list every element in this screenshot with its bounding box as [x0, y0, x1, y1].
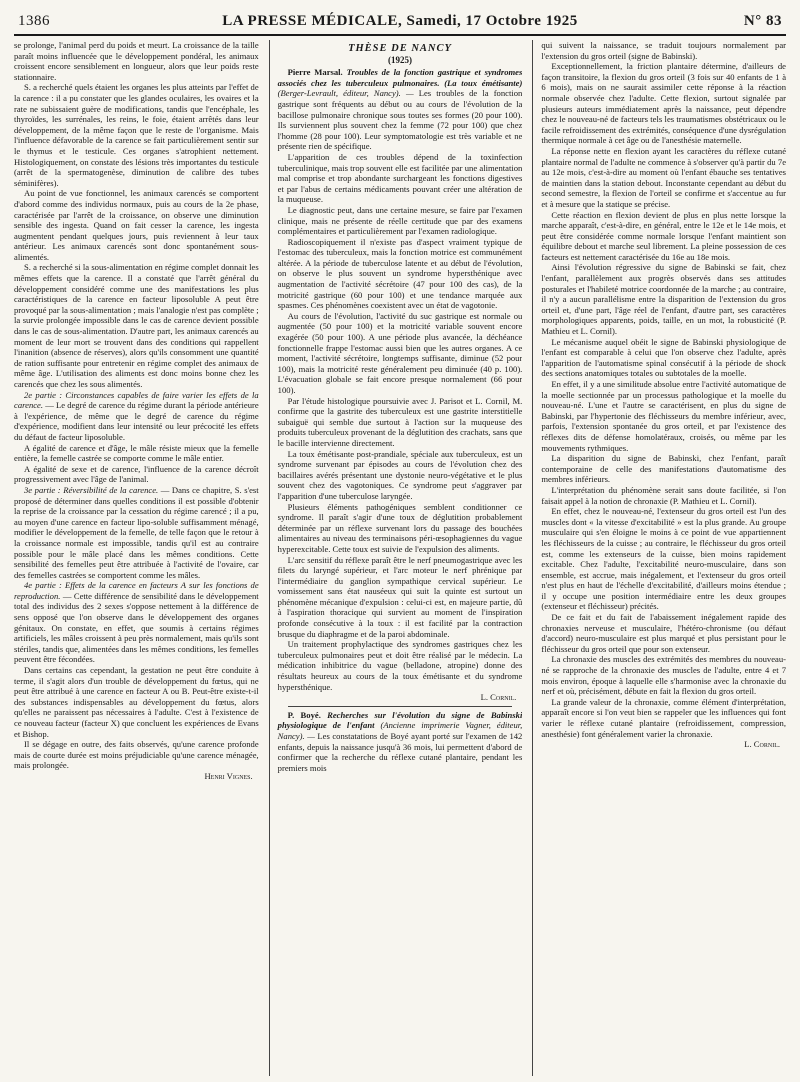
paragraph: L'arc sensitif du réflexe paraît être le nerf pneumogastrique avec les filets du laryngé supérieur, et l'arc moteur le nerf phrénique par l'intermédiaire du ganglion sympathique cervical supérieur. Le vomissement sans état nauséeux qui suit la quinte est surtout un phénomène mécanique d'expulsion : celui-ci est, en majeure partie, dû à l'aspiration thoracique qui survient au moment de l'inspiration profonde consécutive à la toux : il est facilité par la contraction brusque du diaphragme et de la paroi abdominale. [277, 554, 523, 639]
signature: Henri Vignes. [204, 770, 253, 781]
paragraph: Par l'étude histologique poursuivie avec J. Parisot et L. Cornil, M. confirme que la gastrite des tuberculeux est une gastrite interstitielle subaiguë qui semble due surtout à l'action sur la muqueuse des produits tuberculeux provenant de la déglutition des crachats, sans que le bacille intervienne directement. [277, 395, 523, 448]
paragraph: Le mécanisme auquel obéit le signe de Babinski physiologique de l'enfant est comparable à celui que l'on observe chez l'adulte, après l'apparition de l'automatisme spinal consécutif à la période de shock des sections anatomiques totales ou subtotales de la moelle. [541, 336, 787, 379]
paragraph: Le diagnostic peut, dans une certaine mesure, se faire par l'examen clinique, mais ne présente de réelle certitude que par des examens complémentaires et particulièrement par l'examen radiologique. [277, 204, 523, 237]
column-left [14, 40, 259, 1076]
paragraph: Au cours de l'évolution, l'activité du suc gastrique est normale ou augmentée (50 pour 100) et la motricité variable souvent encore exagérée (50 pour 100). A une période plus avancée, la déchéance fonctionnelle frappe l'estomac aussi bien que les autres organes. A ce moment, l'activité sécrétoire, longtemps suffisante, diminue (52 pour 100), mais la motricité reste généralement peu diminuée (40 p. 100). L'évacuation globale se fait encore presque normalement (66 pour 100). [277, 310, 523, 395]
paragraph: A égalité de carence et d'âge, le mâle résiste mieux que la femelle entière, la femelle castrée se comporte comme le mâle entier. [14, 442, 259, 464]
review-book-title: Recherches sur l'évolution du signe de Babinski physiologique de l'enfant [277, 709, 523, 731]
journal-title: LA PRESSE MÉDICALE, Samedi, 17 Octobre 1925 [222, 13, 578, 29]
paragraph: Ainsi l'évolution régressive du signe de Babinski se fait, chez l'enfant, parallèlement aux progrès observés dans ses attitudes posturales et l'habileté motrice coordonnée de la marche ; au contraire, il n'y a aucun parallélisme entre la disparition de l'extension du gros orteil et, d'une part, l'âge réel de l'enfant, d'autre part, ses caractères morphologiques apparents, poids, taille, en un mot, la robusticité (P. Mathieu et L. Cornil). [541, 262, 787, 337]
page-header [14, 4, 786, 36]
review-book-title: Troubles de la fonction gastrique et syndromes associés chez les tuberculeux pulmonaires. (La toux émétisante) [277, 67, 523, 88]
part-heading: 3e partie : Réversibilité de la carence. [24, 484, 159, 495]
paragraph-text: — Le degré de carence du régime durant la période antérieure à l'expérience, de même que le degré de carence du régime d'expérience, modifient dans leur intensité ou leur précocité les effets du défaut de facteur liposoluble. [14, 400, 259, 442]
review-header [278, 710, 523, 774]
divider [288, 706, 513, 707]
section-title: THÈSE DE NANCY [348, 43, 452, 54]
review-header [278, 67, 523, 152]
paragraph: se prolonge, l'animal perd du poids et meurt. La croissance de la taille paraît moins influencée que le développement pondéral, les animaux croissent encore sensiblement en longueur, alors que leur poids reste stationnaire. [14, 40, 259, 82]
review-publisher: (Berger-Levrault, éditeur, Nancy). — [277, 88, 414, 99]
paragraph: Exceptionnellement, la friction plantaire détermine, d'ailleurs de façon transitoire, la flexion du gros orteil (3 fois sur 40 enfants de 1 à 6 mois), mais on ne saurait assimiler cette réponse à la réaction normale observée chez l'adulte. Cette flexion, surtout signalée par plusieurs auteurs immédiatement après la naissance, peut dépendre chez le nouveau-né de facteurs tels les traumatismes obstétricaux ou le facile refroidissement des extrémités, conséquence d'une dysrégulation thermique normale à cet âge ou de l'anesthésie maternelle. [541, 61, 787, 146]
paragraph: En effet, il y a une similitude absolue entre l'activité automatique de la moelle sectionnée par un processus pathologique et la moelle du nouveau-né. L'une et l'autre se caractérisent, en plus du signe de Babinski, par l'hypertonie des fléchisseurs du membre inférieur, avec, parfois, l'extension spontanée du gros orteil, et par l'existence des réflexes dits de défense homolatéraux, croisés, ou même par les mouvements rythmiques. [541, 379, 787, 453]
paragraph: La réponse nette en flexion ayant les caractères du réflexe cutané plantaire normal de l'adulte ne commence à s'observer qu'à partir du 7e au 12e mois, c'est-à-dire au moment où l'enfant ébauche ses tentatives de maintien dans la station debout. Inconstante cependant au début du second semestre, la flexion de l'orteil se confirme et s'accentue au fur et à mesure que la statique se précise. [541, 145, 787, 209]
column-middle [269, 40, 523, 1076]
paragraph: L'interprétation du phénomène serait sans doute facilitée, si l'on faisait appel à la notion de chronaxie (P. Mathieu et L. Cornil). [541, 484, 787, 506]
column-right [532, 40, 786, 1076]
paragraph: A égalité de sexe et de carence, l'influence de la carence décroît progressivement avec l'âge de l'animal. [14, 463, 259, 485]
page-number: 1386 [18, 13, 50, 29]
paragraph: La disparition du signe de Babinski, chez l'enfant, paraît contemporaine de celle des manifestations d'automatisme des membres inférieurs. [541, 453, 787, 485]
review-author: Pierre Marsal. [287, 67, 343, 78]
paragraph: La chronaxie des muscles des extrémités des membres du nouveau-né se rapproche de la chronaxie des muscles de l'adulte, entre 4 et 7 mois environ, époque à laquelle elle s'harmonise avec la chronaxie du nerf et où, précisément, débute en fait la flexion du gros orteil. [541, 654, 787, 697]
issue-number: N° 83 [743, 13, 782, 29]
signature: L. Cornil. [480, 692, 517, 703]
paragraph: La toux émétisante post-prandiale, spéciale aux tuberculeux, est un syndrome survenant par épisodes au cours de l'évolution chez des bacillaires avérés présentant une dystonie neuro-végétative et le plus souvent chez des vagotoniques. Ce syndrome peut s'aggraver par l'apparition d'une tuberculose laryngée. [277, 448, 523, 501]
paragraph-text: Les troubles de la fonction gastrique sont fréquents au début ou au cours de l'évolution de la bacillose pulmonaire chronique sous toutes ses formes (20 pour 100). Ils surviennent plus souvent chez la femme (72 pour 100) que chez l'homme (28 pour 100). Leur symptomatologie est très variable et ne présente rien de spécifique. [277, 88, 523, 152]
paragraph: Un traitement prophylactique des syndromes gastriques chez les tuberculeux pulmonaires peut et doit être réalisé par le médecin. La médication inhibitrice du vague (belladone, atropine) donne des résultats heureux au cours de la toux émétisante et du syndrome hypersthénique. [277, 639, 523, 692]
paragraph: De ce fait et du fait de l'abaissement inégalement rapide des chronaxies nerveuse et musculaire, l'hétéro-chronisme (ou défaut d'accord) neuro-musculaire est plus marqué et plus persistant pour le fléchisseur du gros orteil que pour son extenseur. [541, 612, 787, 654]
paragraph [14, 390, 259, 443]
paragraph: S. a recherché quels étaient les organes les plus atteints par l'effet de la carence : il a pu constater que les glandes oculaires, les ovaires et la rate ne subissaient guère de modifications, tandis que l'encéphale, les thyroïdes, les surrénales, les reins, le foie, étaient arrêtés dans leur développement, de la même façon que le reste de l'organisme. Mais l'influence défavorable de la carence se fait particulièrement sentir sur le thymus et le testicule. Ces organes s'atrophient nettement. Histologiquement, on constate des lésions très importantes du testicule (arrêt de la spermatogenèse, diminution de calibre des tubes séminifères). [14, 82, 259, 188]
paragraph-text: Les constatations de Boyé ayant porté sur l'examen de 142 enfants, depuis la naissance jusqu'à 36 mois, lui permettent d'abord de confirmer que la recherche du réflexe cutané plantaire, pendant les premiers mois [277, 731, 523, 773]
paragraph [14, 580, 259, 665]
paragraph: Au point de vue fonctionnel, les animaux carencés se comportent d'abord comme des individus normaux, puis au cours de la 2e phase, caractérisée par l'arrêt de la croissance, on observe une diminution sensible des ingesta. Quand on fait cesser la carence, les ingesta augmentent pendant quelques jours, puis reviennent à leur taux antérieur. Les animaux carencés sont donc spontanément sous-alimentés. [14, 188, 259, 262]
paragraph: En effet, chez le nouveau-né, l'extenseur du gros orteil est l'un des muscles dont « la vitesse d'excitabilité » est la plus grande. Au groupe musculaire qui s'en éloigne le moins à ce point de vue appartiennent les fléchisseurs de la cuisse ; au contraire, le fléchisseur du gros orteil est, comme les extenseurs de la cuisse, bien moins rapidement excitable. Chez l'adulte, l'excitabilité neuro-musculaire, dans son ensemble, est accrue, mais inégalement, et l'extenseur du gros orteil n'est plus en haut de l'échelle d'excitabilité, d'ailleurs moins étendue ; il y occupe une position intermédiaire entre les deux groupes (extenseur et fléchisseur) précités. [541, 506, 787, 612]
review-author: P. Boyé. [287, 709, 321, 720]
paragraph: qui suivent la naissance, se traduit toujours normalement par l'extension du gros orteil (signe de Babinski). [541, 40, 787, 61]
paragraph: Cette réaction en flexion devient de plus en plus nette lorsque la marche apparaît, c'est-à-dire, en général, entre le 12e et le 14e mois, et peut être considérée comme normale lorsque l'enfant maintient son équilibre debout et marche seul librement. La pleine possession de ces facteurs est nettement caractérisée du 16e au 18e mois. [541, 209, 787, 262]
paragraph: L'apparition de ces troubles dépend de la toxinfection tuberculinique, mais trop souvent elle est facilitée par une alimentation mal comprise et trop abondante surchargeant les fonctions digestives et par l'abus de certains médicaments pouvant créer une altération de la muqueuse. [277, 151, 523, 205]
part-heading: 4e partie : Effets de la carence en facteurs A sur les fonctions de reproduction. [14, 580, 259, 601]
paragraph-text: — Dans ce chapitre, S. s'est proposé de déterminer dans quelles conditions il est possible d'obtenir la reprise de la croissance par la cessation du régime carencé ; il a pu, au moyen d'une carence en facteur lipo-soluble suffisamment ménagé, modifier le développement de la femelle, de telle façon que le retour à la croissance normale est impossible, tandis qu'il est au contraire possible pour le mâle placé dans les mêmes conditions. Cette sensibilité des femelles peut être attribuée à l'activité de l'ovaire, car des femelles castrées se comportent comme les mâles. [14, 484, 259, 580]
section-year: (1925) [388, 54, 412, 65]
review-publisher: (Ancienne imprimerie Vagner, éditeur, Nancy). — [277, 720, 523, 741]
paragraph: Radioscopiquement il n'existe pas d'aspect vraiment typique de l'estomac des tuberculeux, mais la fonction motrice est communément altérée. A la période de tuberculose latente et au début de l'évolution, on observe le plus souvent un syndrome hypersthénique avec augmentation de l'activité sécrétoire (47 pour 100 des cas), de la motricité gastrique (60 pour 100) et une tendance marquée aux spasmes. Ces phénomènes coexistent avec un état de vagotonie. [277, 236, 523, 311]
paragraph-text: — Cette différence de sensibilité dans le développement total des individus des 2 sexes s'oppose nettement à la différence de sens opposé que l'on observe dans le développement des organes génitaux. On constate, en effet, que soumis à certains régimes artificiels, les mâles croissent à peu près normalement, mais qu'ils sont stériles, tandis que, alimentées dans les mêmes conditions, les femelles peuvent être fécondées. [14, 590, 259, 665]
paragraph: La grande valeur de la chronaxie, comme élément d'interprétation, apparaît encore si l'on veut bien se rappeler que les influences qui font varier le réflexe cutané plantaire (refroidissement, compression, anesthésie) font généralement varier la chronaxie. [541, 696, 787, 739]
paragraph: S. a recherché si la sous-alimentation en régime complet donnait les mêmes effets que la carence. Il a constaté que l'arrêt général du développement considéré comme une des manifestations les plus caractéristiques de la carence en facteur liposoluble A peut être provoqué par la sous-alimentation ; mais l'analogie n'est pas complète ; la survie prolongée impossible dans le cas de carence devient possible dans le cas de sous-alimentation. D'autre part, les animaux carencés au moment de leur mort se trouvent dans des conditions qui rappellent l'inanition (absence de réserves), alors qu'ils consomment une quantité de ration suffisante pour entretenir en régime complet des animaux de même âge. L'utilisation des aliments est donc moins bonne chez les carencés que chez les sous alimentés. [14, 262, 259, 389]
signature: L. Cornil. [744, 739, 781, 750]
paragraph: Il se dégage en outre, des faits observés, qu'une carence profonde mais de courte durée est moins préjudiciable qu'une carence ménagée, mais prolongée. [14, 739, 259, 771]
paragraph: Dans certains cas cependant, la gestation ne peut être conduite à terme, il s'agit alors d'un trouble de développement du fœtus, qui ne peut être attribué à une carence en facteur A ou B. Peut-être existe-t-il des substances indispensables au développement du fœtus, alors qu'elles ne paraissent pas nécessaires à l'adulte. C'est à l'existence de ce nouveau facteur (facteur X) que concluent les expériences de Evans et Bishop. [14, 665, 259, 739]
paragraph [14, 485, 259, 580]
text-columns [14, 40, 786, 1076]
part-heading: 2e partie : Circonstances capables de faire varier les effets de la carence. [14, 389, 259, 411]
paragraph: Plusieurs éléments pathogéniques semblent conditionner ce syndrome. Il paraît s'agir d'une toux de déglutition probablement déterminée par un réflexe survenant lors du passage des bouchées alimentaires au niveau des terminaisons péri-œsophagiennes du vague hyperexcitable. Cette toux est suivie de l'expulsion des aliments. [277, 501, 523, 554]
